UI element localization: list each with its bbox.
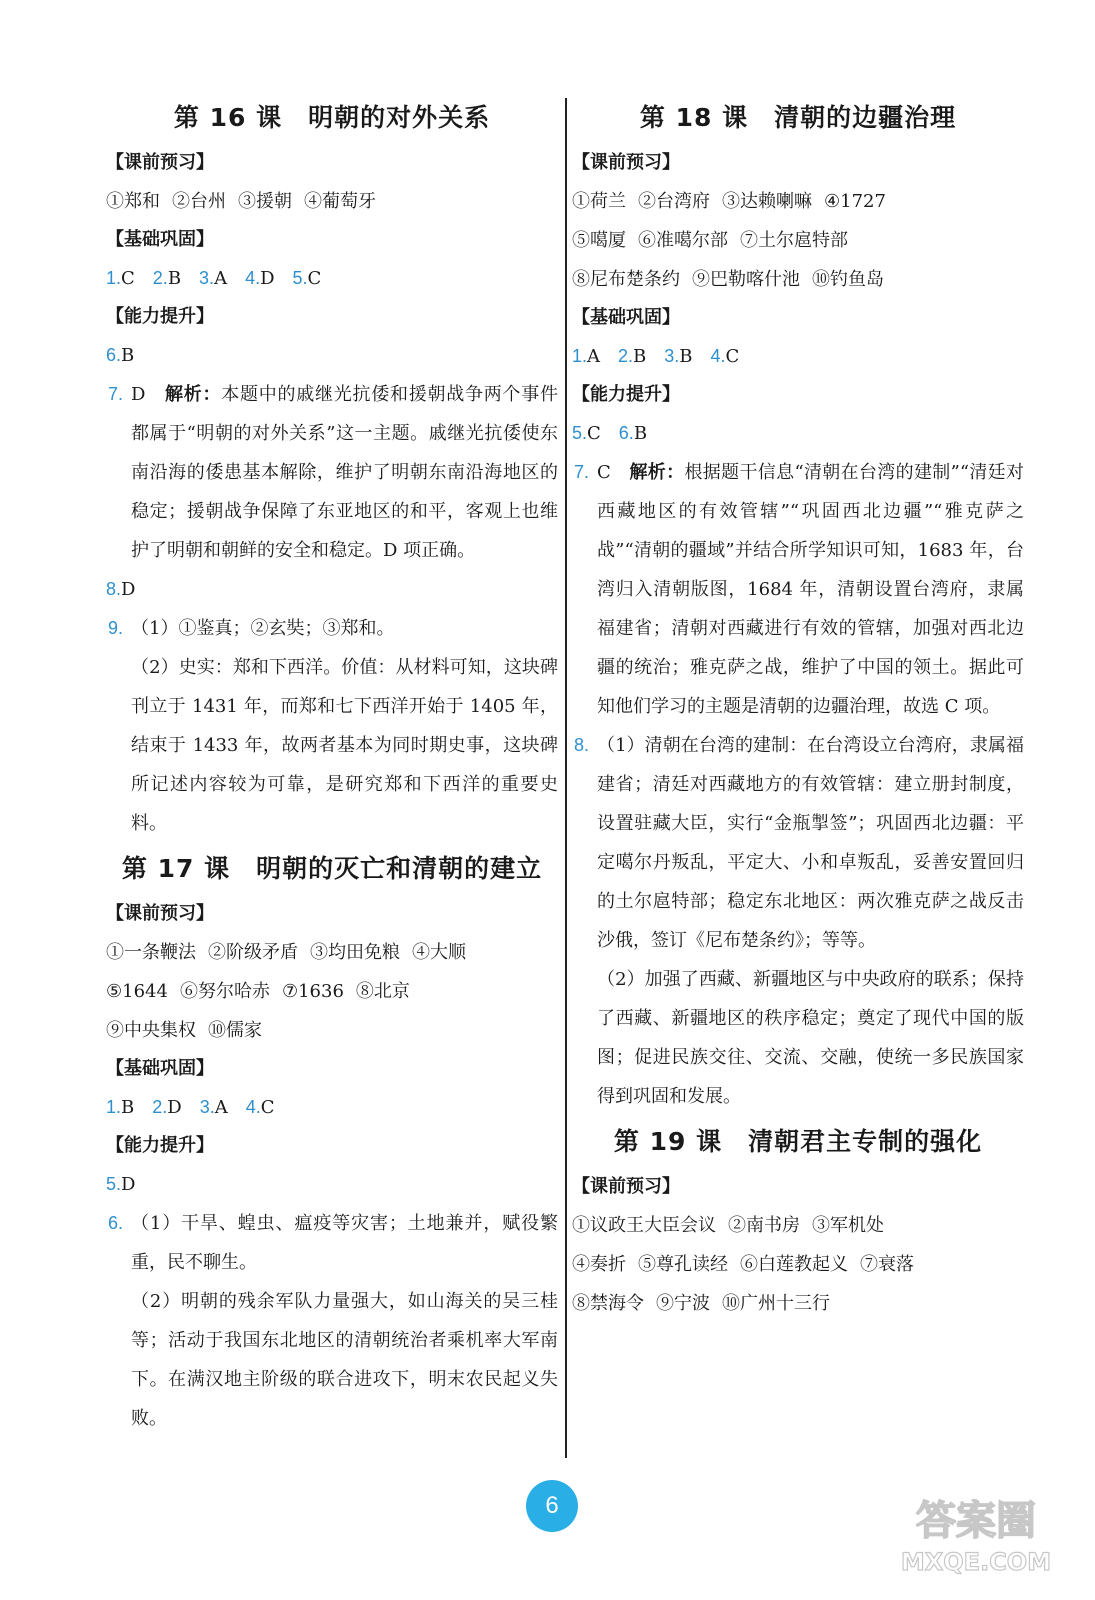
basic-heading: 【基础巩固】: [106, 1058, 214, 1079]
preview-answers: ⑧禁海令 ⑨宁波 ⑩广州十三行: [572, 1293, 830, 1314]
question-6: 6.B: [106, 345, 135, 366]
answer-pair: 3.A: [199, 268, 228, 289]
preview-answers: ④奏折 ⑤尊孔读经 ⑥白莲教起义 ⑦衰落: [572, 1254, 914, 1275]
preview-answers: ①荷兰 ②台湾府 ③达赖喇嘛 ④1727: [572, 191, 886, 212]
ability-heading: 【能力提升】: [106, 306, 214, 327]
watermark-text: 答案圈: [916, 1498, 1036, 1544]
preview-heading: 【课前预习】: [572, 152, 680, 173]
preview-answers: ⑧尼布楚条约 ⑨巴勒喀什池 ⑩钓鱼岛: [572, 269, 884, 290]
answer-pair: 4.D: [245, 268, 275, 289]
preview-item: ③援朝: [238, 191, 292, 212]
preview-answers: ①一条鞭法 ②阶级矛盾 ③均田免粮 ④大顺: [106, 942, 466, 963]
answer-pair: 2.B: [152, 268, 182, 289]
preview-item: ②台州: [172, 191, 226, 212]
ability-answers: 5.C 6.B: [572, 423, 648, 444]
question-5: 5.D: [106, 1174, 136, 1195]
question-8: 8. （1）清朝在台湾的建制：在台湾设立台湾府，隶属福建省；清廷对西藏地方的有效管辖：建立册封制度，设置驻藏大臣，实行“金瓶掣签”；巩固西北边疆：平定噶尔丹叛乱，平定大、小和卓叛乱，妥善安置回归的土尔扈特部；稳定东北地区：两次雅克萨之战反击沙俄，签订《尼布楚条约》；等等。 （2）加强了西藏、新疆地区与中央政府的联系；保持了西藏、新疆地区的秩序稳定；奠定了现代中国的版图；促进民族交往、交流、交融，使统一多民族国家得到巩固和发展。: [574, 735, 1024, 1107]
preview-item: ①郑和: [106, 191, 160, 212]
preview-answers: ⑤1644 ⑥努尔哈赤 ⑦1636 ⑧北京: [106, 981, 410, 1002]
preview-answers: ⑤噶厦 ⑥准噶尔部 ⑦土尔扈特部: [572, 230, 848, 251]
column-divider: [565, 98, 567, 1458]
preview-heading: 【课前预习】: [106, 152, 214, 173]
watermark-domain: MXQE.COM: [900, 1548, 1052, 1576]
preview-answers: [106, 182, 558, 221]
left-column: [106, 92, 558, 1438]
basic-heading: 【基础巩固】: [572, 307, 680, 328]
ability-heading: 【能力提升】: [572, 384, 680, 405]
basic-answers: [106, 259, 558, 298]
question-7: 7. C 解析：根据题干信息“清朝在台湾的建制”“清廷对西藏地区的有效管辖”“巩固西北边疆”“雅克萨之战”“清朝的疆域”并结合所学知识可知，1683 年，台湾归入清朝版图，1684 年，清朝设置台湾府，隶属福建省；清朝对西藏进行有效的管辖，加强对西北边疆的统治；雅克萨之战，维护了中国的领土。据此可知他们学习的主题是清朝的边疆治理，故选 C 项。: [574, 462, 1025, 717]
question-7: 7. D 解析：本题中的戚继光抗倭和援朝战争两个事件都属于“明朝的对外关系”这一主题。戚继光抗倭使东南沿海的倭患基本解除，维护了明朝东南沿海地区的稳定；援朝战争保障了东亚地区的和平，客观上也维护了明朝和朝鲜的安全和稳定。D 项正确。: [108, 384, 559, 561]
preview-item: ④葡萄牙: [304, 191, 376, 212]
lesson-17-title: 第 17 课 明朝的灭亡和清朝的建立: [121, 854, 543, 883]
answer-pair: 1.C: [106, 268, 135, 289]
ability-heading: 【能力提升】: [106, 1135, 214, 1156]
preview-answers: ①议政王大臣会议 ②南书房 ③军机处: [572, 1215, 884, 1236]
question-9: 9. （1）①鉴真；②玄奘；③郑和。 （2）史实：郑和下西洋。价值：从材料可知，这块碑刊立于 1431 年，而郑和七下西洋开始于 1405 年，结束于 1433 年，故两者基本为同时期史事，这块碑所记述内容较为可靠，是研究郑和下西洋的重要史料。: [108, 618, 558, 834]
right-column: [572, 92, 1024, 1323]
watermark-logo: [891, 1482, 1061, 1582]
basic-answers: 1.A 2.B 3.B 4.C: [572, 346, 740, 367]
preview-heading: 【课前预习】: [572, 1176, 680, 1197]
question-6: 6. （1）干旱、蝗虫、瘟疫等灾害；土地兼并，赋役繁重，民不聊生。 （2）明朝的残余军队力量强大，如山海关的吴三桂等；活动于我国东北地区的清朝统治者乘机率大军南下。在满汉地主阶级的联合进攻下，明末农民起义失败。: [108, 1213, 558, 1429]
answer-pair: 5.C: [292, 268, 322, 289]
basic-answers: 1.B 2.D 3.A 4.C: [106, 1097, 275, 1118]
lesson-19-title: 第 19 课 清朝君主专制的强化: [613, 1127, 983, 1156]
basic-heading: 【基础巩固】: [106, 229, 214, 250]
preview-heading: 【课前预习】: [106, 903, 214, 924]
question-8: 8.D: [106, 579, 136, 600]
lesson-16-title: 第 16 课 明朝的对外关系: [173, 103, 491, 132]
lesson-18-title: 第 18 课 清朝的边疆治理: [639, 103, 957, 132]
preview-answers: ⑨中央集权 ⑩儒家: [106, 1020, 262, 1041]
page-number: 6: [526, 1480, 578, 1532]
